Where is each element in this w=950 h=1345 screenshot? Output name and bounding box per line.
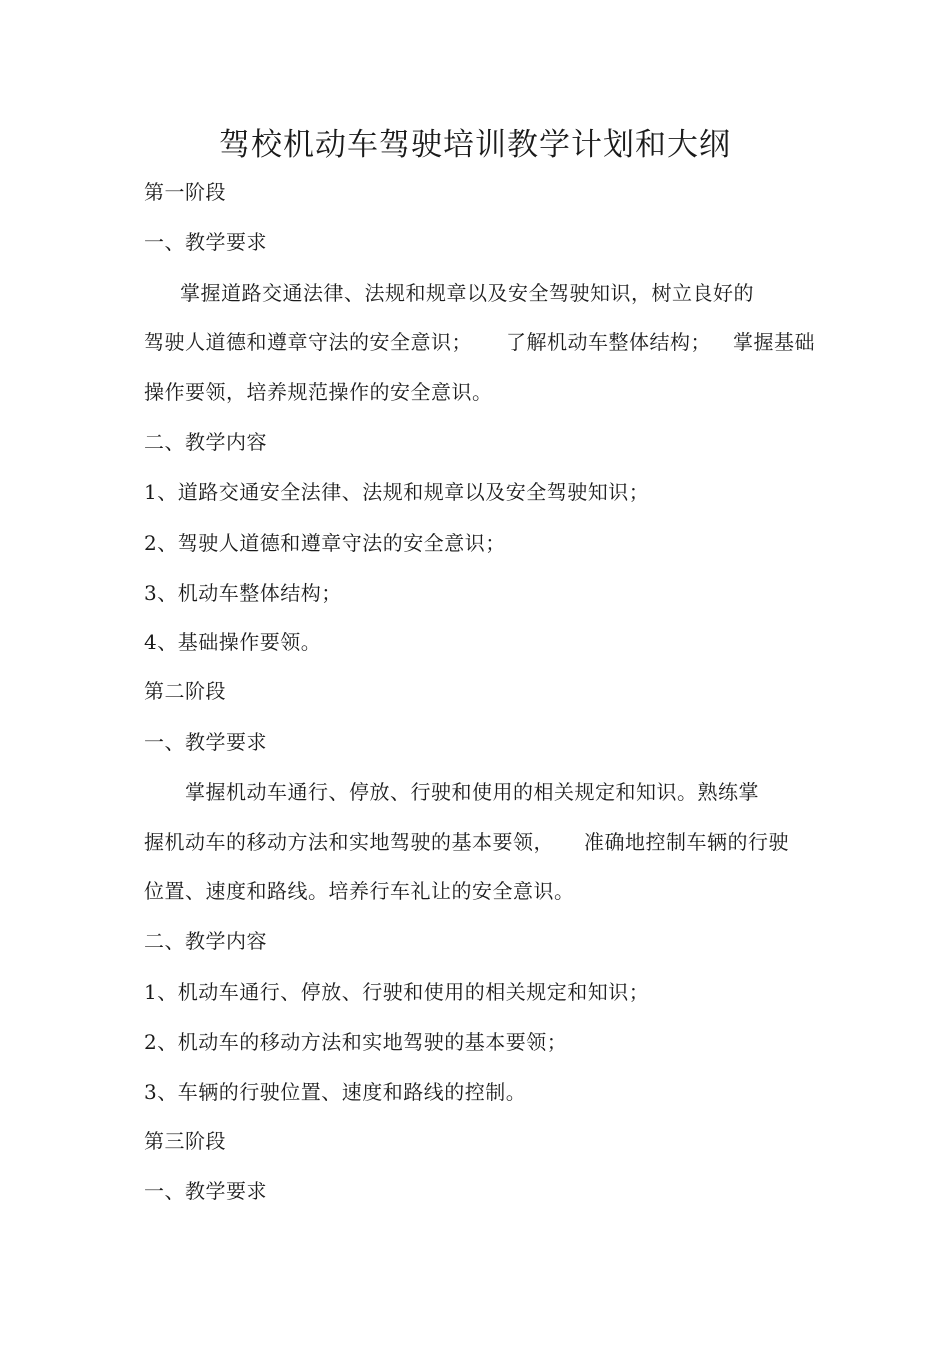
stage2-requirements-line-1: 掌握机动车通行、停放、行驶和使用的相关规定和知识。熟练掌 <box>185 780 759 804</box>
stage1-content-item: 1、道路交通安全法律、法规和规章以及安全驾驶知识； <box>144 480 650 504</box>
stage1-content-item: 3、机动车整体结构； <box>144 581 342 605</box>
document-title: 驾校机动车驾驶培训教学计划和大纲 <box>219 127 731 163</box>
stage2-content-item: 3、车辆的行驶位置、速度和路线的控制。 <box>144 1080 527 1104</box>
stage1-heading: 第一阶段 <box>144 180 226 204</box>
stage1-content-item: 2、驾驶人道德和遵章守法的安全意识； <box>144 531 506 555</box>
stage2-requirements-line-2-part-a: 握机动车的移动方法和实地驾驶的基本要领， <box>144 830 554 854</box>
stage3-requirements-heading: 一、教学要求 <box>144 1179 267 1203</box>
stage2-requirements-line-3: 位置、速度和路线。培养行车礼让的安全意识。 <box>144 879 575 903</box>
stage3-heading: 第三阶段 <box>144 1129 226 1153</box>
stage1-requirements-line-2-part-a: 驾驶人道德和遵章守法的安全意识； <box>144 330 472 354</box>
stage2-requirements-line-2 <box>144 828 789 856</box>
stage2-requirements-heading: 一、教学要求 <box>144 730 267 754</box>
stage1-content-heading: 二、教学内容 <box>144 430 267 454</box>
stage1-requirements-line-3: 操作要领，培养规范操作的安全意识。 <box>144 380 493 404</box>
stage2-requirements-line-2-part-b: 准确地控制车辆的行驶 <box>584 830 789 854</box>
stage1-requirements-line-2-part-c: 掌握基础 <box>733 330 815 354</box>
stage2-heading: 第二阶段 <box>144 679 226 703</box>
stage1-requirements-line-1: 掌握道路交通法律、法规和规章以及安全驾驶知识，树立良好的 <box>180 281 754 305</box>
stage1-requirements-heading: 一、教学要求 <box>144 230 267 254</box>
stage2-content-item: 1、机动车通行、停放、行驶和使用的相关规定和知识； <box>144 980 650 1004</box>
stage1-requirements-line-2 <box>144 328 815 356</box>
stage2-content-item: 2、机动车的移动方法和实地驾驶的基本要领； <box>144 1030 568 1054</box>
stage1-requirements-line-2-part-b: 了解机动车整体结构； <box>506 330 711 354</box>
stage2-content-heading: 二、教学内容 <box>144 929 267 953</box>
stage1-content-item: 4、基础操作要领。 <box>144 630 322 654</box>
